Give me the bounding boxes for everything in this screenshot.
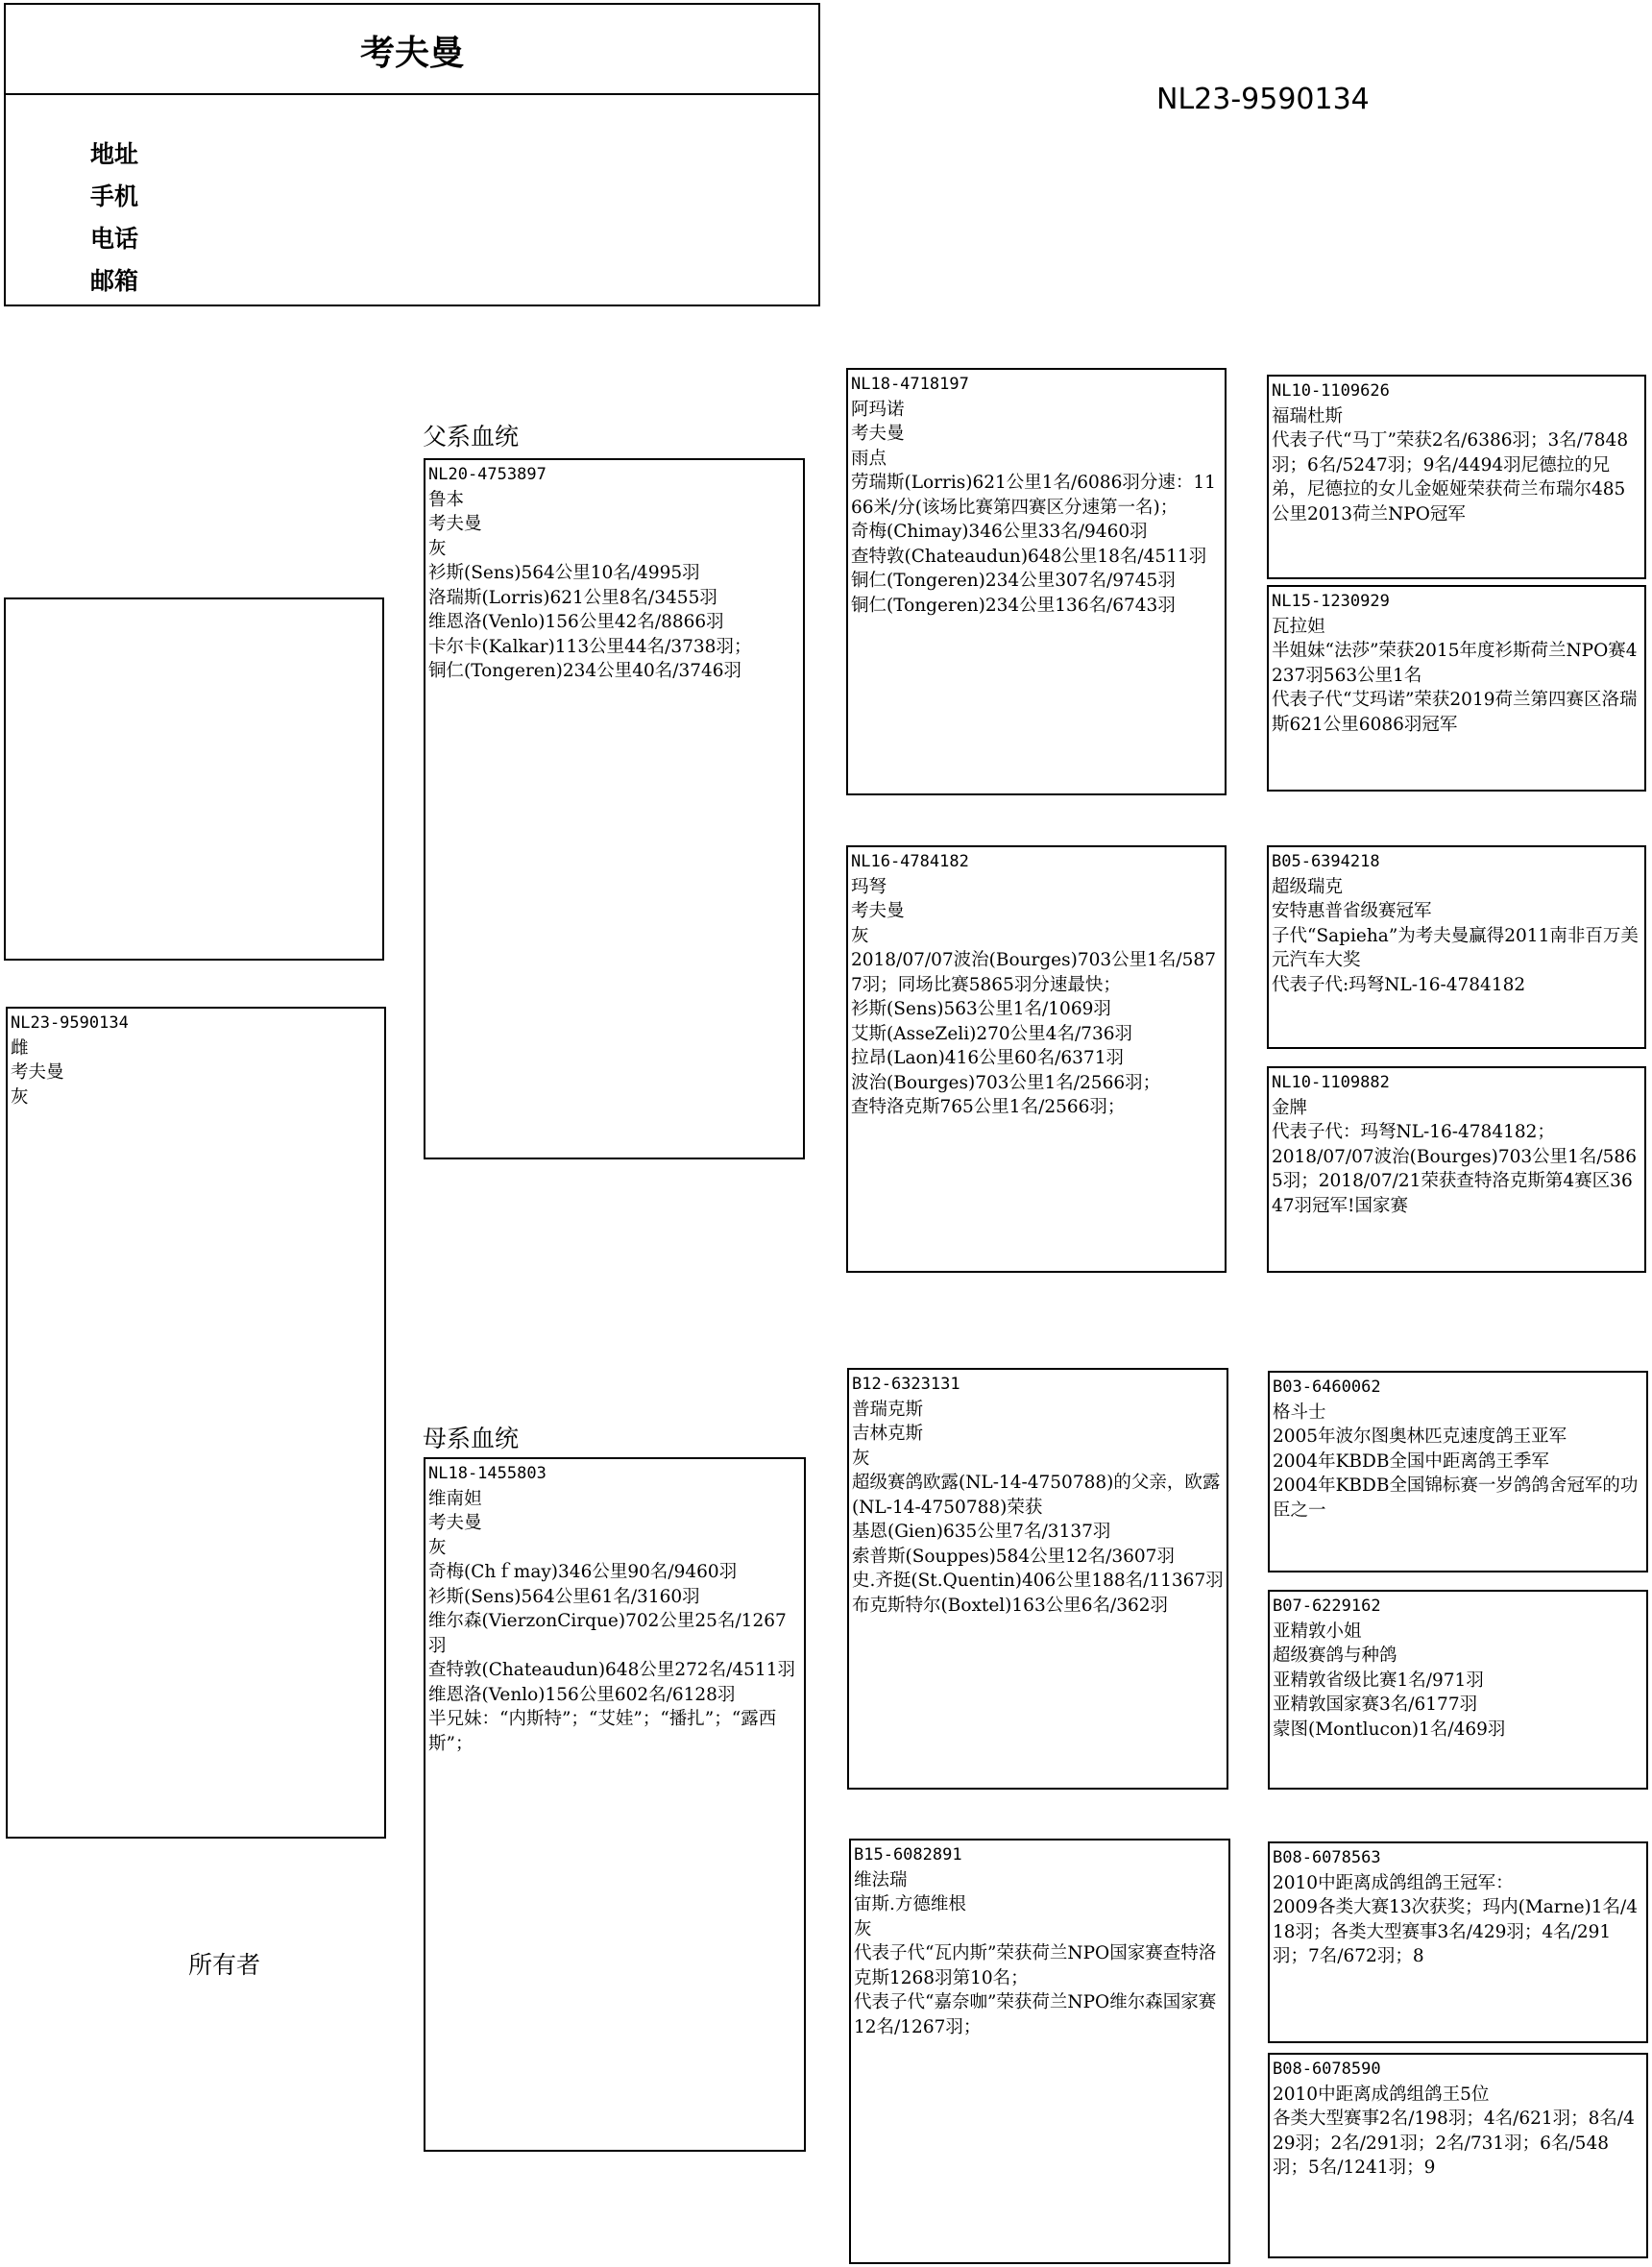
info-line: 各类大型赛事2名/198羽；4名/621羽；8名/429羽；2名/291羽；2名/731羽；6名/548羽；5名/1241羽；9 [1273,2109,1635,2178]
owner-label: 所有者 [188,1951,261,1979]
info-line: 索普斯(Souppes)584公里12名/3607羽 [852,1546,1175,1567]
ring-number: NL18-1455803 [428,1464,547,1483]
photo-box [4,597,384,961]
info-line: 查特敦(Chateaudun)648公里272名/4511羽 [428,1660,795,1680]
info-line: 考夫曼 [11,1062,64,1083]
ring-number: B08-6078590 [1273,2060,1381,2079]
info-line: 蒙图(Montlucon)1名/469羽 [1273,1719,1506,1740]
header-box [4,3,820,306]
info-line: 灰 [854,1918,872,1939]
pedigree-box-dam-dam-dam [1268,2053,1648,2258]
info-line: 代表子代:玛弩NL-16-4784182 [1272,974,1526,995]
info-line: 考夫曼 [428,514,482,534]
info-line: 维恩洛(Venlo)156公里42名/8866羽 [428,612,724,632]
pedigree-box-sire-sire [846,368,1227,795]
info-line: 2009各类大赛13次获奖；玛内(Marne)1名/418羽；各类大型赛事3名/429羽；4名/291羽；7名/672羽；8 [1273,1897,1639,1966]
info-line: 亚精敦国家赛3名/6177羽 [1273,1694,1478,1715]
info-line: 代表子代“瓦内斯”荣获荷兰NPO国家赛查特洛克斯1268羽第10名； [854,1943,1217,1988]
info-line: 查特敦(Chateaudun)648公里18名/4511羽 [851,546,1207,567]
info-line: 代表子代“艾玛诺”荣获2019荷兰第四赛区洛瑞斯621公里6086羽冠军 [1272,690,1638,735]
contact-address-label: 地址 [90,140,139,168]
info-line: 拉昂(Laon)416公里60名/6371羽 [851,1048,1124,1068]
info-line: 2005年波尔图奥林匹克速度鸽王亚军 [1273,1426,1567,1447]
info-line: 洛瑞斯(Lorris)621公里8名/3455羽 [428,587,717,608]
ring-number: NL16-4784182 [851,852,969,871]
info-line: 查特洛克斯765公里1名/2566羽； [851,1097,1126,1117]
info-line: 代表子代“马丁”荣获2名/6386羽；3名/7848羽；6名/5247羽；9名/4494羽尼德拉的兄弟，尼德拉的女儿金姬娅荣获荷兰布瑞尔485公里2013荷兰NPO冠军 [1272,430,1629,524]
pedigree-box-subject [6,1007,386,1839]
info-line: 鲁本 [428,489,465,510]
info-line: 奇梅(Chimay)346公里33名/9460羽 [851,522,1148,542]
info-line: 2004年KBDB全国中距离鸽王季军 [1273,1450,1549,1472]
info-line: 基恩(Gien)635公里7名/3137羽 [852,1522,1111,1542]
pedigree-box-dam-sire [847,1368,1228,1790]
info-line: 2018/07/07波治(Bourges)703公里1名/5877羽；同场比赛5865羽分速最快； [851,950,1216,995]
info-line: 宙斯.方德维根 [854,1894,966,1914]
info-line: 灰 [851,925,869,946]
info-line: 维恩洛(Venlo)156公里602名/6128羽 [428,1684,736,1705]
info-line: 铜仁(Tongeren)234公里136名/6743羽 [851,595,1176,616]
info-line: 2010中距离成鸽组鸽王冠军： [1273,1872,1514,1893]
sire-line-label: 父系血统 [423,423,520,451]
info-line: 铜仁(Tongeren)234公里307名/9745羽 [851,571,1176,591]
ring-number: NL23-9590134 [11,1013,129,1033]
info-line: 卡尔卡(Kalkar)113公里44名/3738羽； [428,636,752,657]
info-line: 2018/07/07波治(Bourges)703公里1名/5865羽；2018/07/21荣获查特洛克斯第4赛区3647羽冠军!国家赛 [1272,1146,1637,1216]
pedigree-box-sire-sire-dam [1267,585,1646,792]
info-line: 灰 [428,538,447,559]
pedigree-box-sire [424,458,805,1159]
info-line: 衫斯(Sens)563公里1名/1069羽 [851,999,1111,1019]
info-line: 金牌 [1272,1097,1308,1118]
header-ring-number: NL23-9590134 [1156,83,1370,116]
info-line: 2010中距离成鸽组鸽王5位 [1273,2084,1490,2105]
ring-number: NL10-1109882 [1272,1073,1390,1092]
info-line: 灰 [852,1448,870,1469]
info-line: 考夫曼 [851,901,905,921]
info-line: 超级瑞克 [1272,876,1344,897]
pedigree-box-sire-dam [846,845,1227,1273]
ring-number: B15-6082891 [854,1845,962,1865]
info-line: 史.齐挺(St.Quentin)406公里188名/11367羽 [852,1571,1224,1591]
ring-number: B07-6229162 [1273,1597,1381,1616]
ring-number: NL10-1109626 [1272,381,1390,401]
pedigree-box-dam-dam [849,1839,1230,2264]
info-line: 布克斯特尔(Boxtel)163公里6名/362羽 [852,1595,1169,1616]
contact-phone-label: 电话 [90,225,139,253]
info-line: 代表子代“嘉奈咖”荣获荷兰NPO维尔森国家赛12名/1267羽； [854,1992,1217,2037]
info-line: 吉林克斯 [852,1424,924,1444]
ring-number: NL15-1230929 [1272,592,1390,611]
info-line: 格斗士 [1273,1402,1326,1423]
info-line: 铜仁(Tongeren)234公里40名/3746羽 [428,661,742,681]
info-line: 瓦拉妲 [1272,616,1325,637]
info-line: 普瑞克斯 [852,1399,924,1420]
header-divider [6,93,818,95]
info-line: 超级赛鸽与种鸽 [1273,1645,1397,1666]
info-line: 雨点 [851,448,887,469]
info-line: 玛弩 [851,876,887,897]
pedigree-box-dam-sire-dam [1268,1590,1648,1790]
info-line: 半兄妹：“内斯特”；“艾娃”；“播扎”；“露西斯”； [428,1709,777,1754]
ring-number: NL20-4753897 [428,465,547,484]
info-line: 超级赛鸽欧露(NL-14-4750788)的父亲，欧露(NL-14-4750788)荣获 [852,1473,1221,1518]
dam-line-label: 母系血统 [423,1425,520,1452]
info-line: 代表子代：玛弩NL-16-4784182； [1272,1122,1555,1142]
ring-number: B05-6394218 [1272,852,1380,871]
info-line: 维南妲 [428,1488,482,1509]
info-line: 半姐妹“法莎”荣获2015年度衫斯荷兰NPO赛4237羽563公里1名 [1272,641,1638,686]
ring-number: NL18-4718197 [851,375,969,394]
ring-number: B03-6460062 [1273,1377,1381,1397]
info-line: 奇梅(Chｆmay)346公里90名/9460羽 [428,1562,738,1582]
contact-mobile-label: 手机 [90,183,139,210]
pedigree-box-sire-sire-sire [1267,375,1646,579]
info-line: 维尔森(VierzonCirque)702公里25名/1267羽 [428,1611,787,1656]
contact-email-label: 邮箱 [90,267,139,295]
info-line: 维法瑞 [854,1869,908,1890]
info-line: 灰 [11,1086,29,1108]
info-line: 考夫曼 [428,1513,482,1533]
info-line: 子代“Sapieha”为考夫曼赢得2011南非百万美元汽车大奖 [1272,925,1639,970]
pedigree-box-dam-sire-sire [1268,1371,1648,1572]
info-line: 劳瑞斯(Lorris)621公里1名/6086羽分速：1166米/分(该场比赛第四赛区分速第一名)； [851,473,1216,518]
info-line: 衫斯(Sens)564公里61名/3160羽 [428,1586,700,1607]
pedigree-box-sire-dam-dam [1267,1066,1646,1273]
info-line: 衫斯(Sens)564公里10名/4995羽 [428,563,700,583]
info-line: 阿玛诺 [851,399,905,420]
info-line: 考夫曼 [851,424,905,444]
ring-number: B08-6078563 [1273,1848,1381,1867]
pedigree-box-dam [424,1457,806,2152]
pedigree-box-sire-dam-sire [1267,845,1646,1049]
info-line: 灰 [428,1537,447,1558]
pedigree-box-dam-dam-sire [1268,1841,1648,2043]
info-line: 波治(Bourges)703公里1名/2566羽； [851,1072,1161,1093]
info-line: 雌 [11,1037,29,1059]
info-line: 2004年KBDB全国锦标赛一岁鸽鸽舍冠军的功臣之一 [1273,1475,1639,1521]
info-line: 亚精敦省级比赛1名/971羽 [1273,1670,1484,1691]
ring-number: B12-6323131 [852,1375,960,1394]
info-line: 安特惠普省级赛冠军 [1272,901,1432,921]
info-line: 亚精敦小姐 [1273,1621,1362,1642]
info-line: 艾斯(AsseZeli)270公里4名/736羽 [851,1023,1132,1044]
loft-name-title: 考夫曼 [359,34,464,73]
info-line: 福瑞杜斯 [1272,405,1344,427]
